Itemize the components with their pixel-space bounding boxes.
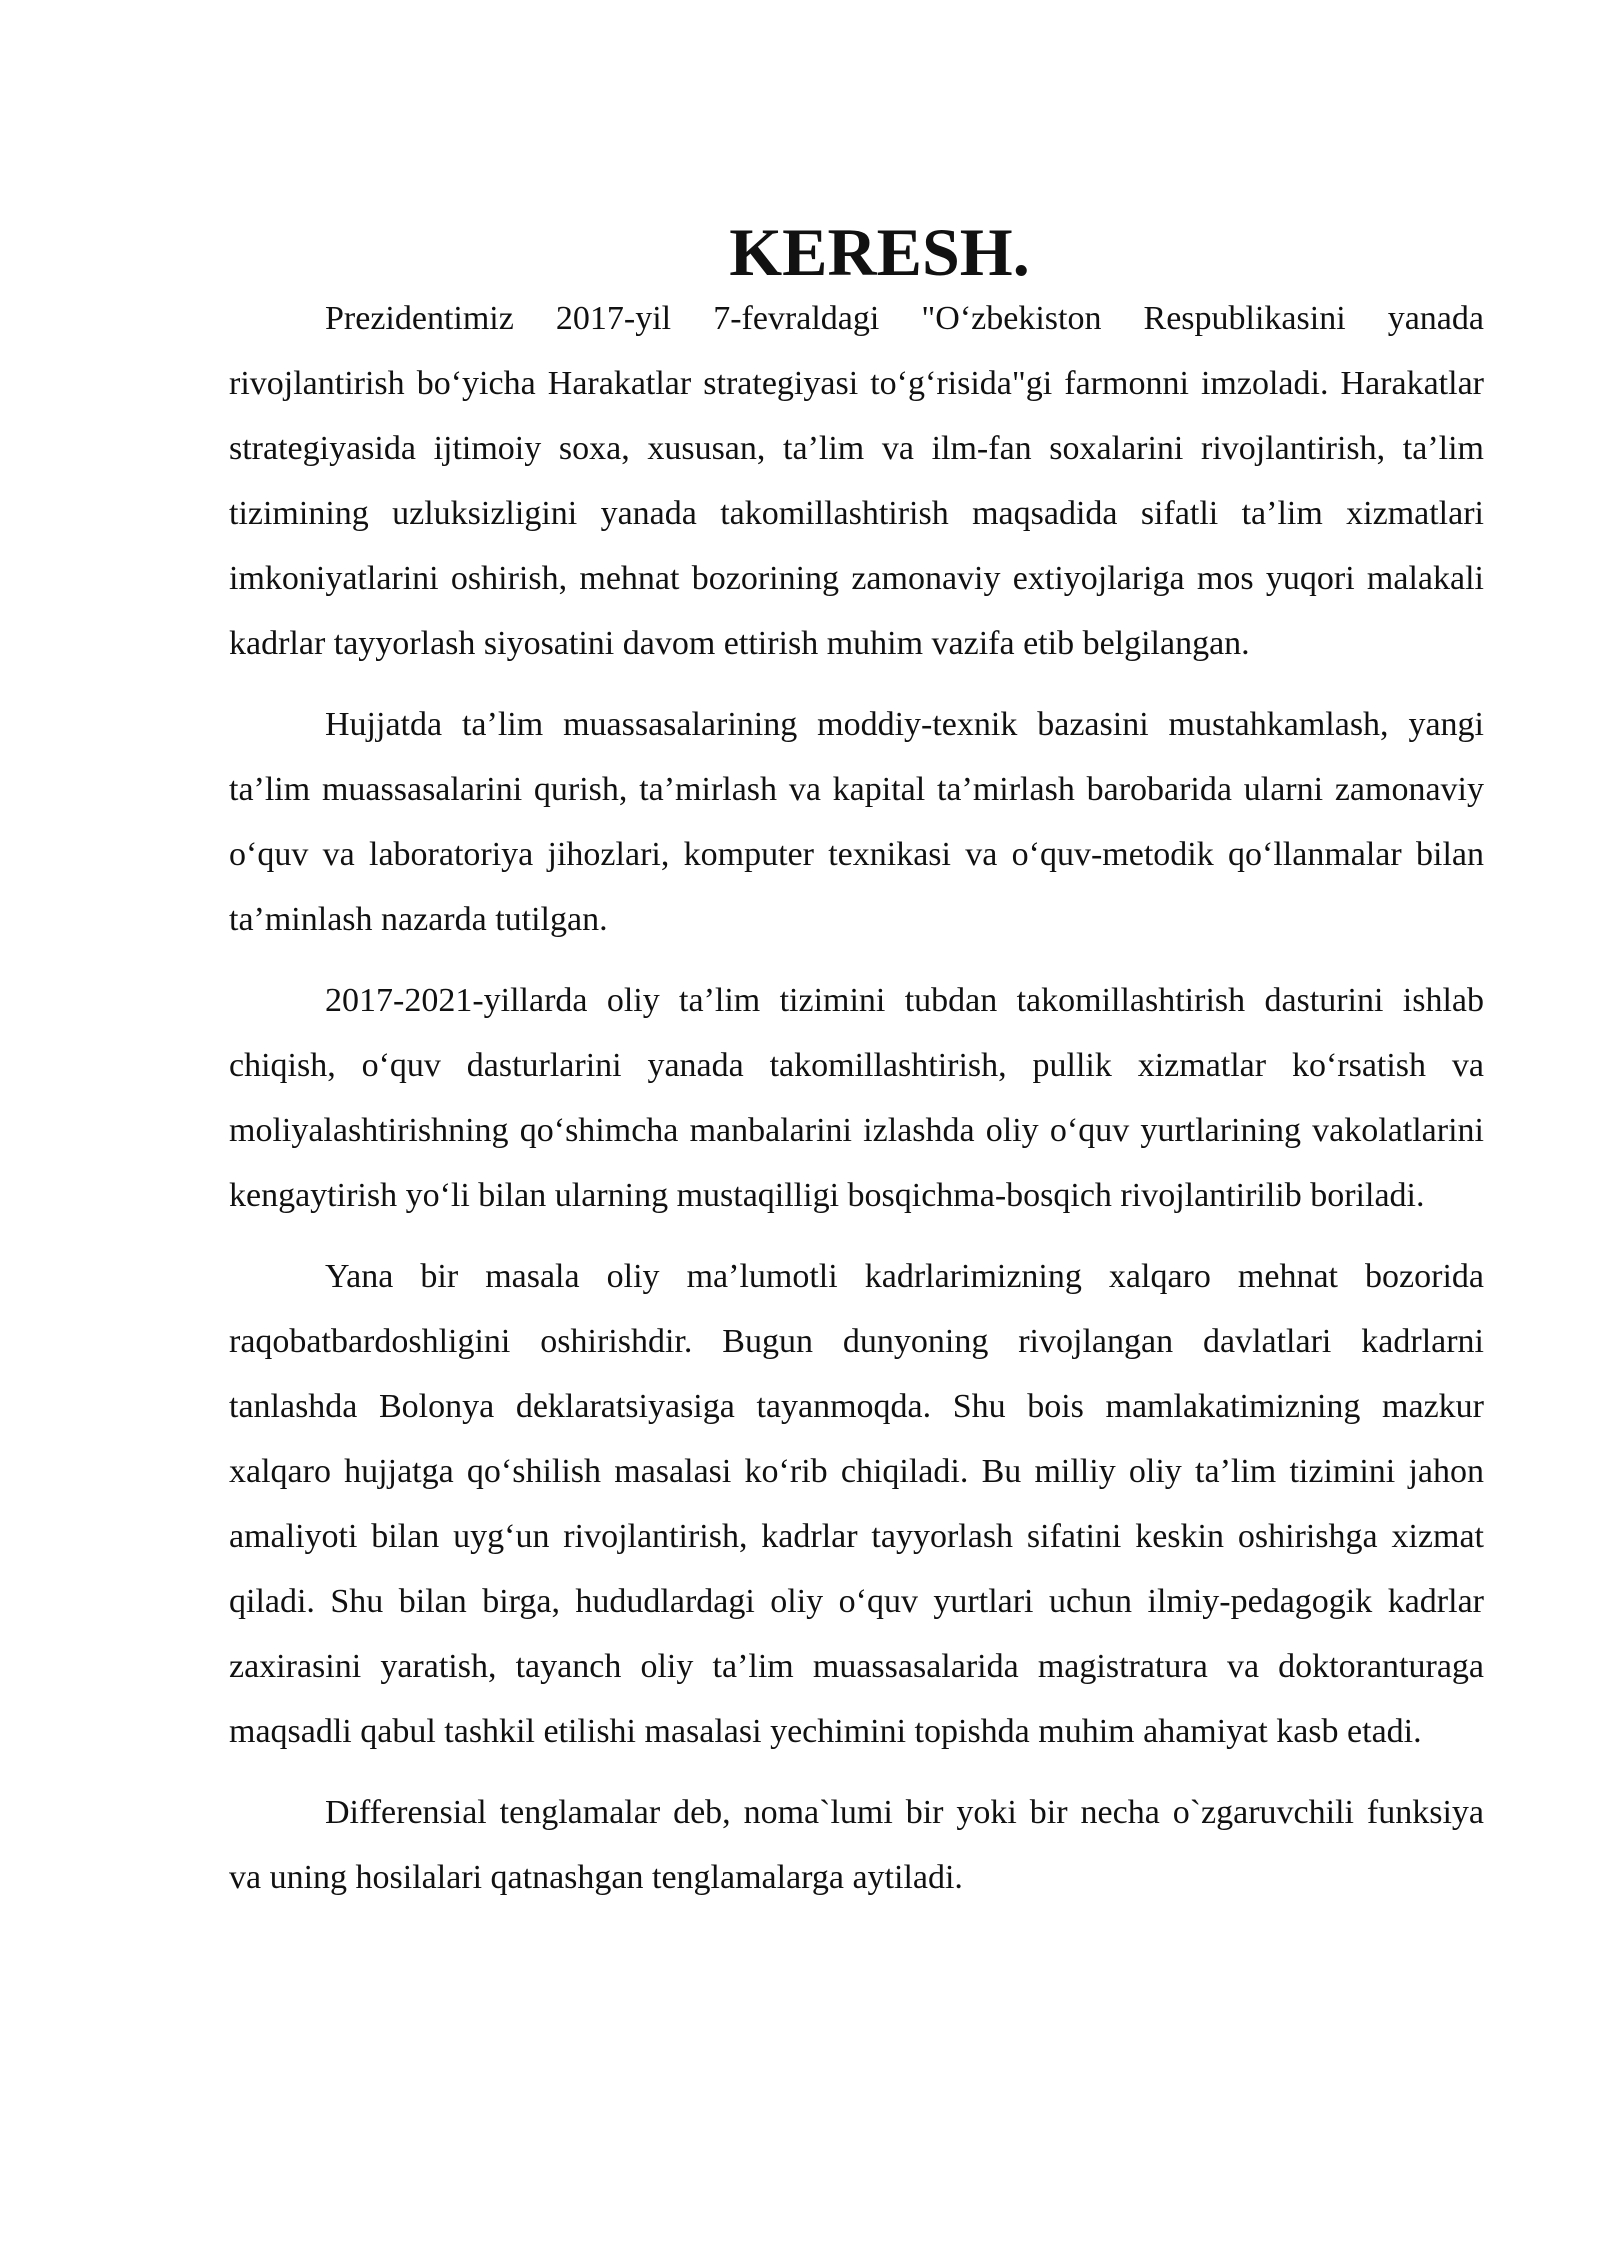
paragraph: Prezidentimiz 2017-yil 7-fevraldagi "O‘zbekiston Respublikasini yanada rivojlantirish bo‘yicha Harakatlar strategiyasi to‘g‘risida"gi farmonni imzoladi. Harakatlar strategiyasida ijtimoiy soxa, xususan, ta’lim va ilm-fan soxalarini rivojlantirish, ta’lim tizimining uzluksizligini yanada takomillashtirish maqsadida sifatli ta’lim xizmatlari imkoniyatlarini oshirish, mehnat bozorining zamonaviy extiyojlariga mos yuqori malakali kadrlar tayyorlash siyosatini davom ettirish muhim vazifa etib belgilangan. bbox=[229, 300, 1484, 662]
document-body bbox=[229, 214, 1484, 1926]
paragraph: Hujjatda ta’lim muassasalarining moddiy-texnik bazasini mustahkamlash, yangi ta’lim muassasalarini qurish, ta’mirlash va kapital ta’mirlash barobarida ularni zamonaviy o‘quv va laboratoriya jihozlari, komputer texnikasi va o‘quv-metodik qo‘llanmalar bilan ta’minlash nazarda tutilgan. bbox=[229, 706, 1484, 938]
paragraph: Differensial tenglamalar deb, noma`lumi bir yoki bir necha o`zgaruvchili funksiya va uning hosilalari qatnashgan tenglamalarga aytiladi. bbox=[229, 1794, 1484, 1896]
document-title: KERESH. bbox=[729, 214, 1030, 290]
paragraph: Yana bir masala oliy ma’lumotli kadrlarimizning xalqaro mehnat bozorida raqobatbardoshligini oshirishdir. Bugun dunyoning rivojlangan davlatlari kadrlarni tanlashda Bolonya deklaratsiyasiga tayanmoqda. Shu bois mamlakatimizning mazkur xalqaro hujjatga qo‘shilish masalasi ko‘rib chiqiladi. Bu milliy oliy ta’lim tizimini jahon amaliyoti bilan uyg‘un rivojlantirish, kadrlar tayyorlash sifatini keskin oshirishga xizmat qiladi. Shu bilan birga, hududlardagi oliy o‘quv yurtlari uchun ilmiy-pedagogik kadrlar zaxirasini yaratish, tayanch oliy ta’lim muassasalarida magistratura va doktoranturaga maqsadli qabul tashkil etilishi masalasi yechimini topishda muhim ahamiyat kasb etadi. bbox=[229, 1258, 1484, 1750]
paragraph: 2017-2021-yillarda oliy ta’lim tizimini tubdan takomillashtirish dasturini ishlab chiqish, o‘quv dasturlarini yanada takomillashtirish, pullik xizmatlar ko‘rsatish va moliyalashtirishning qo‘shimcha manbalarini izlashda oliy o‘quv yurtlarining vakolatlarini kengaytirish yo‘li bilan ularning mustaqilligi bosqichma-bosqich rivojlantirilib boriladi. bbox=[229, 982, 1484, 1214]
